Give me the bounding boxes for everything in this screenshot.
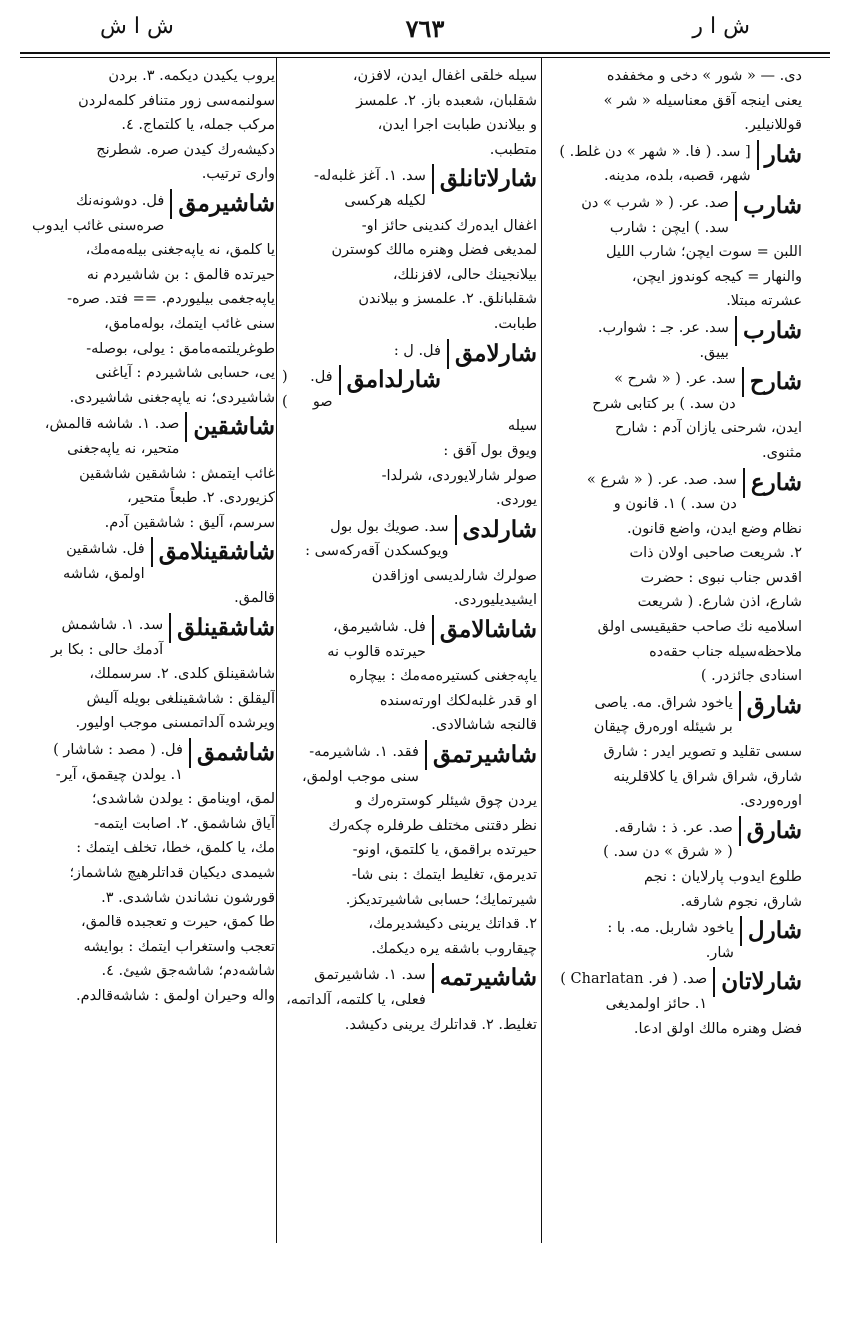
entry-text-line: قورشون نشاندن شاشدی. ٣. <box>101 889 275 906</box>
entry-text-line: سنی غائب ایتمك، بوله‌مامق، <box>104 315 275 332</box>
entry-text-line: فل. شاشیرمق، <box>333 619 426 636</box>
entry-text-line: بییق. <box>699 344 729 361</box>
entry-text-line: فل. دوشونه‌نك <box>76 192 165 209</box>
entry-text-line: طلوع ایدوب پارلایان : نجم <box>643 869 802 885</box>
dictionary-entry <box>20 613 275 736</box>
entry-text-line: واری ترتیب. <box>201 166 275 183</box>
entry-text-line: دی. — « شور » دخی و مخففده <box>606 68 802 84</box>
dictionary-entry <box>282 740 537 961</box>
page-number: ٧٦٣ <box>405 14 445 43</box>
entry-headword: شارلدامق <box>339 365 441 395</box>
entry-text-line: مرکب جمله، یا کلتماج. ٤. <box>121 117 275 134</box>
entry-text-line: بر شیئله اوره‌رق چیقان <box>593 719 733 736</box>
dictionary-entry <box>547 316 802 365</box>
entry-text-line: [ سد. ( فا. « شهر » دن غلط. ) <box>559 143 751 160</box>
entry-text-line: ویوق بول آقق : <box>443 442 537 459</box>
entry-headword: شاشمق <box>189 738 275 768</box>
entry-text-line: قالنجه شاشالادی. <box>431 717 537 734</box>
entry-text-line: طوغریلتمه‌مامق : یولی، بوصله- <box>86 340 275 357</box>
entry-text-line: صره‌سنی غائب ایدوب <box>31 217 165 234</box>
entry-text-line: فل. ل : <box>393 342 441 359</box>
entry-text-line: سد. ) ایچن : شارب <box>609 219 729 236</box>
entry-text-line: یروب یکیدن دیکمه. ٣. بردن <box>108 68 275 84</box>
entry-text-line: واله وحیران اولمق : شاشه‌قالدم. <box>76 987 275 1004</box>
entry-text-line: دن سد. ) بر کتابی شرح <box>592 395 736 412</box>
entry-text-line: حیرتده قالمق : بن شاشیردم نه <box>86 266 275 283</box>
entry-text-line: و بیلاندن طبابت اجرا ایدن، <box>377 117 537 134</box>
entry-text-line: اللبن = سوت ایچن؛ شارب اللیل <box>605 244 802 261</box>
dictionary-entry <box>20 738 275 1009</box>
entry-text-line: فقد. ١. شاشیرمه‌- <box>309 744 419 761</box>
entry-text-line: ٢. شریعت صاحبی اولان ذات <box>629 545 802 562</box>
entry-text-line: اقدس جناب نبوی : حضرت <box>640 569 802 586</box>
entry-headword: شارلاتانلق <box>432 164 537 194</box>
entry-text-line: بیلانجینك حالی، لافزنلك، <box>392 266 537 283</box>
entry-text-line: والنهار = کیجه کوندوز ایچن، <box>631 268 802 285</box>
dictionary-entry <box>282 615 537 738</box>
page-header <box>20 14 830 50</box>
entry-text-line: ١. یولدن چیقمق، آیر- <box>55 766 183 783</box>
entry-text-line: ملاحظه‌سیله جناب حقه‌ده <box>649 643 802 660</box>
entry-text-line: تعجب واستغراب ایتمك : بوایشه <box>83 938 275 955</box>
entry-text-line: یاپه‌جغنی کستیره‌مه‌مك : بیچاره <box>349 668 537 685</box>
entry-text-line: متطبب. <box>489 141 537 158</box>
dictionary-entry <box>20 412 275 535</box>
entry-text-line: چیقاروب باشقه یره دیکمك. <box>371 940 537 957</box>
header-left-guide: ش ا ش <box>100 14 174 39</box>
entry-text-line: سد. ١. شاشیرتمق <box>314 967 426 984</box>
header-rule-thick <box>20 52 830 54</box>
entry-headword: شاشیرتمق <box>425 740 537 770</box>
dictionary-entry <box>282 963 537 1037</box>
dictionary-entry <box>547 140 802 189</box>
entry-text-line: ( « شرق » دن سد. ) <box>603 844 733 861</box>
entry-text-line: یاپه‌جغمی بیلیوردم. == فتد. صره- <box>67 291 275 308</box>
column-divider <box>276 58 277 1243</box>
entry-headword: شاشقین <box>185 412 275 442</box>
entry-text-line: ویرشده آلداتمسنی موجب اولیور. <box>75 715 275 732</box>
entry-text-line: قوللانیلیر. <box>744 117 802 134</box>
entry-text-line: فعلی، یا کلتمه، آلداتمه، <box>286 991 426 1008</box>
entry-text-line: صد. ( فر. Charlatan ) <box>560 971 708 988</box>
entry-text-line: آلیقلق : شاشقینلغی بویله آلیش <box>86 690 275 707</box>
entry-text-line: حیرتده براقمق، یا کلتمق، اونو- <box>352 842 537 859</box>
dictionary-entry <box>547 367 802 465</box>
entry-text-line: شهر، قصبه، بلده، مدینه. <box>604 168 751 185</box>
entry-headword: شارح <box>742 367 802 397</box>
entry-text-line: سد. عر. جـ : شوارب. <box>597 319 729 336</box>
entry-text-line: ١. حائز اولمدیغی <box>605 995 708 1012</box>
entry-text-line: اولمق، شاشه <box>62 565 145 582</box>
entry-text-line: صد. ١. شاشه قالمش، <box>44 416 180 433</box>
entry-text-line: اوره‌وردی. <box>739 793 802 810</box>
column-right <box>547 64 802 1239</box>
entry-text-line: طبابت. <box>493 315 537 332</box>
entry-text-line: سسی تقلید و تصویر ایدر : شارق <box>603 744 802 761</box>
entry-text-line: سرسم، آلیق : شاشقین آدم. <box>104 514 275 531</box>
entry-text-line: فضل وهنره مالك اولق ادعا. <box>633 1020 802 1037</box>
entry-text-line: شارع، اذن شارع. ( شریعت <box>637 594 802 611</box>
entry-text-line: دن سد. ) ١. قانون و <box>613 496 737 513</box>
entry-text-line: سولنمه‌سی زور متنافر کلمه‌لردن <box>78 92 275 109</box>
entry-text-line: شقلبانلق. ٢. علمسز و بیلاندن <box>358 291 537 308</box>
entry-text-line: ایشیدیلیوردی. <box>453 592 537 609</box>
entry-text-line: شقلبان، شعبده باز. ٢. علمسز <box>356 92 537 109</box>
entry-text-line: اسلامیه نك صاحب حقیقیسی اولق <box>597 619 802 636</box>
entry-text-line: شاشقینلق کلدی. ٢. سرسملك، <box>89 666 275 683</box>
dictionary-entry <box>282 164 537 336</box>
entry-text-line: لمدیغی فضل وهنره مالك کوسترن <box>331 242 537 259</box>
dictionary-entry <box>20 64 275 187</box>
entry-text-line: سد. عر. ( « شرح » <box>614 371 736 388</box>
entry-text-line: شیرتمایك؛ حسابی شاشیرتدیکز. <box>345 891 537 908</box>
entry-text-line: سد. ١. آغز غلبه‌له- <box>314 168 426 185</box>
entry-headword: شاشالامق <box>432 615 537 645</box>
entry-headword: شارل <box>740 916 802 946</box>
entry-text-line: یا کلمق، نه یاپه‌جغنی بیله‌مه‌مك، <box>85 242 275 259</box>
entry-headword: شارلامق <box>447 339 537 369</box>
entry-text-line: اغفال ایده‌رك کندینی حائز او- <box>361 217 537 234</box>
entry-text-line: فل. ( صو ) سیله <box>282 369 537 435</box>
entry-text-line: عشرته مبتلا. <box>726 293 802 310</box>
entry-text-line: شارق، نجوم شارقه. <box>680 893 802 910</box>
entry-headword: شار <box>757 140 802 170</box>
entry-text-line: شار. <box>705 944 734 961</box>
entry-text-line: حیرتده قالوب نه <box>327 643 426 660</box>
entry-text-line: سد. صویك بول بول <box>330 518 449 535</box>
entry-text-line: شیمدی دیکیان قداتلرهیچ شاشماز؛ <box>69 865 275 881</box>
entry-text-line: سد. صد. عر. ( « شرع » <box>586 471 737 488</box>
entry-text-line: فل. شاشقین <box>66 541 145 558</box>
entry-text-line: مثنوی. <box>762 444 802 461</box>
dictionary-entry <box>282 515 537 613</box>
entry-text-line: آیاق شاشمق. ٢. اصابت ایتمه- <box>94 815 275 832</box>
entry-headword: شارع <box>743 468 802 498</box>
entry-text-line: شاشه‌دم؛ شاشه‌جق شیئ. ٤. <box>101 963 275 980</box>
entry-text-line: سیله خلقی اغفال ایدن، لافزن، <box>352 68 537 84</box>
entry-headword: شارلدی <box>455 515 537 545</box>
entry-text-line: یاخود شاربل. مه. با : <box>607 920 734 937</box>
entry-text-line: یی، حسابی شاشیردم : آیاغنی <box>95 365 275 382</box>
entry-text-line: لمق، اوینامق : یولدن شاشدی؛ <box>91 791 275 808</box>
column-middle <box>282 64 537 1239</box>
dictionary-entry <box>282 339 537 367</box>
entry-text-line: لکیله هرکسی <box>344 192 426 209</box>
entry-text-line: سنی موجب اولمق، <box>302 768 419 785</box>
entry-text-line: تدیرمق، تغلیط ایتمك : بنی شا- <box>351 867 537 883</box>
entry-text-line: صولرك شارلدیسی اوزاقدن <box>371 567 537 584</box>
entry-text-line: ٢. قداتك یرینی دکیشدیرمك، <box>368 916 537 933</box>
dictionary-entry <box>20 537 275 611</box>
entry-text-line: یوردی. <box>496 492 537 509</box>
entry-text-line: آدمك حالی : بکا بر <box>50 641 164 658</box>
dictionary-entry <box>547 967 802 1041</box>
entry-text-line: دکیشه‌رك کیدن صره. شطرنج <box>96 141 275 158</box>
entry-text-line: نظر دقتنی مختلف طرفلره چکه‌رك <box>328 817 537 834</box>
entry-headword: شاشقینلق <box>169 613 275 643</box>
entry-text-line: شاشیردی؛ نه یاپه‌جغنی شاشیردی. <box>69 389 275 406</box>
column-left <box>20 64 275 1239</box>
dictionary-entry <box>547 64 802 138</box>
entry-headword: شاشیرمق <box>170 189 275 219</box>
dictionary-entry <box>547 816 802 914</box>
entry-text-line: شارق، شراق شراق یا کلاقلرینه <box>613 768 802 785</box>
entry-text-line: صد. عر. ذ : شارقه. <box>614 819 733 836</box>
entry-text-line: صد. عر. ( « شرب » دن <box>581 194 729 211</box>
entry-headword: شارق <box>739 816 802 846</box>
entry-text-line: غائب ایتمش : شاشقین شاشقین <box>79 465 275 482</box>
entry-headword: شاشیرتمه <box>432 963 537 993</box>
entry-text-line: یعنی اینجه آقق معناسیله « شر » <box>603 92 802 109</box>
entry-text-line: متحیر، نه یاپه‌جغنی <box>67 440 180 457</box>
entry-text-line: فل. ( مصد : شاشار ) <box>53 742 183 759</box>
dictionary-entry <box>547 468 802 689</box>
column-divider <box>541 58 542 1243</box>
entry-headword: شارب <box>735 191 802 221</box>
entry-text-line: ایدن، شرحنی یازان آدم : شارح <box>614 420 802 437</box>
entry-text-line: مك، یا کلمق، خطا، تخلف ایتمك : <box>76 840 275 857</box>
header-rule-thin <box>20 57 830 58</box>
entry-text-line: اسنادی جائزدر. ) <box>700 668 802 685</box>
entry-text-line: طا کمق، حیرت و تعجبده قالمق، <box>81 914 275 931</box>
dictionary-entry <box>20 189 275 410</box>
entry-headword: شارب <box>735 316 802 346</box>
entry-headword: شارق <box>739 691 802 721</box>
dictionary-entry <box>547 191 802 314</box>
dictionary-entry <box>282 64 537 162</box>
header-right-guide: ش ا ر <box>692 14 750 39</box>
entry-text-line: او قدر غلبه‌لکك اورته‌سنده <box>379 692 537 709</box>
dictionary-entry <box>547 916 802 965</box>
entry-headword: شارلاتان <box>713 967 802 997</box>
entry-headword: شاشقینلامق <box>151 537 275 567</box>
entry-text-line: نظام وضع ایدن، واضع قانون. <box>627 520 802 537</box>
entry-text-line: قالمق. <box>234 590 275 607</box>
entry-text-line: تغلیط. ٢. قداتلرك یرینی دکیشد. <box>344 1016 537 1033</box>
dictionary-entry <box>547 691 802 814</box>
dictionary-entry <box>282 365 537 513</box>
entry-text-line: کزیوردی. ٢. طبعاً متحیر، <box>127 490 275 507</box>
entry-text-line: ویوکسکدن آقه‌رکه‌سی : <box>305 543 449 560</box>
entry-text-line: صولر شارلایوردی، شرلدا- <box>381 467 537 484</box>
entry-text-line: سد. ١. شاشمش <box>61 617 164 634</box>
entry-text-line: یاخود شراق. مه. یاصی <box>594 694 733 711</box>
entry-text-line: یردن چوق شیئلر کوستره‌رك و <box>355 793 537 810</box>
